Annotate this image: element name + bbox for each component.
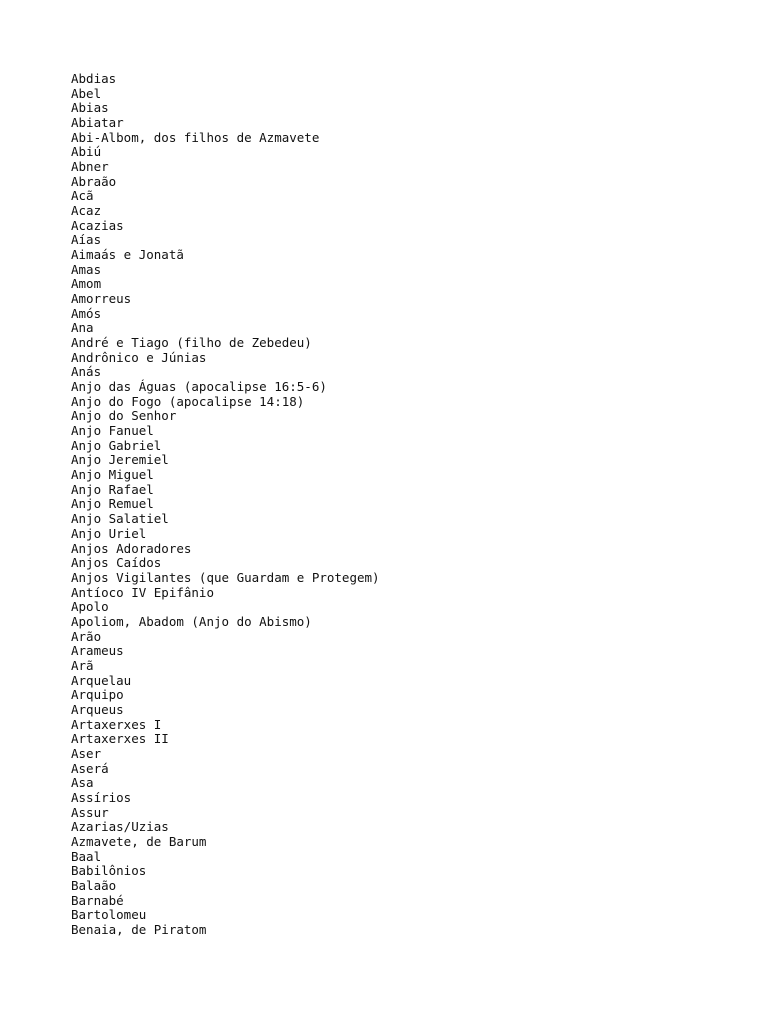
list-item: Arão — [71, 628, 102, 644]
list-item: Aserá — [71, 760, 109, 776]
list-item: Anjo Salatiel — [71, 511, 169, 527]
list-item: Amom — [71, 276, 102, 292]
list-item: Arameus — [71, 643, 124, 659]
list-item: Andrônico e Júnias — [71, 349, 207, 365]
list-item: Assírios — [71, 789, 132, 805]
list-item: Anás — [71, 364, 102, 380]
list-item: Azmavete, de Barum — [71, 833, 207, 849]
list-item: Arquipo — [71, 687, 124, 703]
list-item: Artaxerxes II — [71, 731, 169, 747]
list-item: Anjo Jeremiel — [71, 452, 169, 468]
list-item: Anjo do Senhor — [71, 408, 177, 424]
list-item: Aser — [71, 745, 102, 761]
list-item: Abraão — [71, 173, 117, 189]
list-item: Azarias/Uzias — [71, 819, 169, 835]
list-item: Abias — [71, 100, 109, 116]
list-item: Abiú — [71, 144, 102, 160]
list-item: Benaia, de Piratom — [71, 921, 207, 937]
list-item: Balaão — [71, 877, 117, 893]
list-item: Anjo Uriel — [71, 525, 147, 541]
list-item: Abner — [71, 159, 109, 175]
list-item: Aías — [71, 232, 102, 248]
name-list — [71, 72, 751, 938]
list-item: Anjo Rafael — [71, 481, 154, 497]
list-item: Acã — [71, 188, 94, 204]
list-item: Antíoco IV Epifânio — [71, 584, 214, 600]
list-item: Baal — [71, 848, 102, 864]
list-item: Acazias — [71, 217, 124, 233]
list-item: Anjo Remuel — [71, 496, 154, 512]
list-item: Babilônios — [71, 863, 147, 879]
list-item: André e Tiago (filho de Zebedeu) — [71, 335, 312, 351]
list-item: Apolo — [71, 599, 109, 615]
list-item: Barnabé — [71, 892, 124, 908]
list-item: Artaxerxes I — [71, 716, 162, 732]
list-item: Arã — [71, 657, 94, 673]
list-item: Anjos Vigilantes (que Guardam e Protegem) — [71, 569, 380, 585]
list-item: Abel — [71, 85, 102, 101]
document-page — [71, 72, 751, 938]
list-item: Abi-Albom, dos filhos de Azmavete — [71, 129, 320, 145]
list-item: Apoliom, Abadom (Anjo do Abismo) — [71, 613, 312, 629]
list-item: Arquelau — [71, 672, 132, 688]
list-item: Bartolomeu — [71, 907, 147, 923]
list-item: Anjo do Fogo (apocalipse 14:18) — [71, 393, 305, 409]
list-item: Ana — [71, 320, 94, 336]
list-item: Anjo Fanuel — [71, 423, 154, 439]
list-item: Aimaás e Jonatã — [71, 247, 184, 263]
list-item: Amas — [71, 261, 102, 277]
list-item: Anjo Miguel — [71, 467, 154, 483]
list-item: Anjos Adoradores — [71, 540, 192, 556]
list-item: Abiatar — [71, 115, 124, 131]
list-item: Anjos Caídos — [71, 555, 162, 571]
list-item: Acaz — [71, 203, 102, 219]
list-item: Anjo Gabriel — [71, 437, 162, 453]
list-item: Arqueus — [71, 701, 124, 717]
list-item: Assur — [71, 804, 109, 820]
list-item: Amorreus — [71, 291, 132, 307]
list-item: Asa — [71, 775, 94, 791]
list-item: Amós — [71, 305, 102, 321]
list-item: Abdias — [71, 71, 117, 86]
list-item: Anjo das Águas (apocalipse 16:5-6) — [71, 379, 327, 395]
